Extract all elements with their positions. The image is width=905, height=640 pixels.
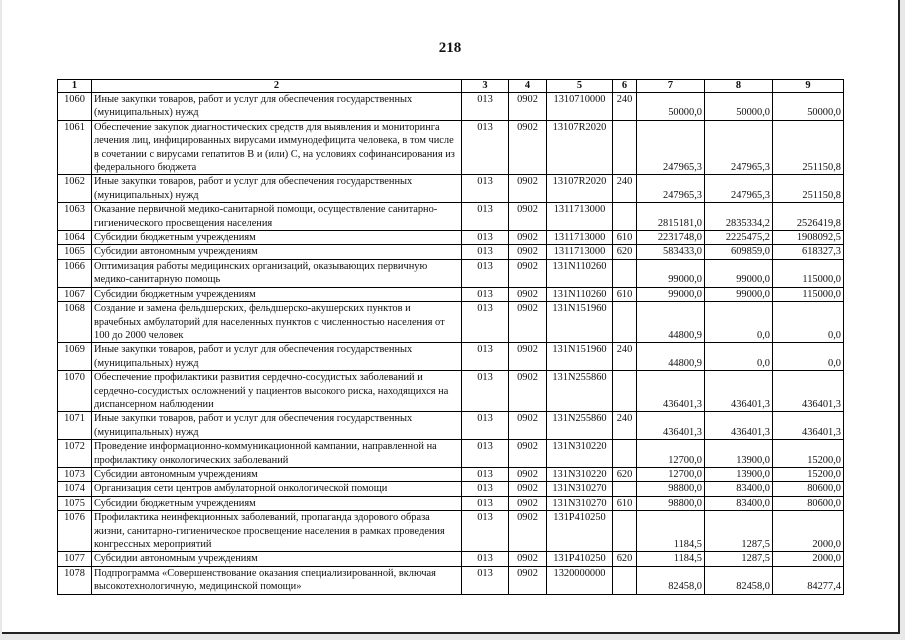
amount-year-1: 12700,0 [637,440,705,468]
expense-type-code [613,120,637,175]
amount-year-3: 2000,0 [773,511,844,552]
amount-year-1: 50000,0 [637,93,705,121]
row-name: Иные закупки товаров, работ и услуг для обеспечения государственных (муниципальных) нужд [92,412,462,440]
table-body [58,93,844,595]
section-code: 0902 [509,496,547,510]
row-name: Профилактика неинфекционных заболеваний, пропаганда здорового образа жизни, санитарно-гигиеническое просвещение населения в рамках проведения конгрессных мероприятий [92,511,462,552]
amount-year-2: 0,0 [705,343,773,371]
section-code: 0902 [509,302,547,343]
table-row [58,412,844,440]
amount-year-2: 1287,5 [705,552,773,566]
amount-year-1: 247965,3 [637,175,705,203]
ministry-code: 013 [462,566,509,594]
amount-year-2: 2835334,2 [705,203,773,231]
amount-year-2: 436401,3 [705,412,773,440]
ministry-code: 013 [462,552,509,566]
table-row [58,343,844,371]
row-name: Субсидии автономным учреждениям [92,245,462,259]
amount-year-3: 80600,0 [773,496,844,510]
amount-year-1: 98800,0 [637,482,705,496]
target-article-code: 131N310270 [547,482,613,496]
amount-year-3: 436401,3 [773,412,844,440]
table-row [58,175,844,203]
section-code: 0902 [509,440,547,468]
amount-year-2: 83400,0 [705,496,773,510]
table-row [58,245,844,259]
ministry-code: 013 [462,511,509,552]
expense-type-code: 620 [613,467,637,481]
amount-year-2: 50000,0 [705,93,773,121]
expense-type-code: 240 [613,412,637,440]
column-header: 8 [705,80,773,93]
amount-year-1: 436401,3 [637,412,705,440]
expense-type-code [613,482,637,496]
row-number: 1074 [58,482,92,496]
ministry-code: 013 [462,175,509,203]
row-number: 1067 [58,287,92,301]
target-article-code: 1320000000 [547,566,613,594]
amount-year-1: 247965,3 [637,120,705,175]
section-code: 0902 [509,120,547,175]
amount-year-3: 115000,0 [773,259,844,287]
row-name: Организация сети центров амбулаторной онкологической помощи [92,482,462,496]
table-row [58,440,844,468]
table-row [58,93,844,121]
section-code: 0902 [509,371,547,412]
amount-year-3: 618327,3 [773,245,844,259]
row-number: 1064 [58,231,92,245]
amount-year-2: 609859,0 [705,245,773,259]
amount-year-1: 2231748,0 [637,231,705,245]
column-header: 7 [637,80,705,93]
section-code: 0902 [509,511,547,552]
expense-type-code: 240 [613,175,637,203]
ministry-code: 013 [462,245,509,259]
row-name: Иные закупки товаров, работ и услуг для обеспечения государственных (муниципальных) нужд [92,343,462,371]
amount-year-3: 0,0 [773,302,844,343]
table-row [58,566,844,594]
row-name: Субсидии бюджетным учреждениям [92,496,462,510]
table-row [58,371,844,412]
row-number: 1077 [58,552,92,566]
table-row [58,287,844,301]
ministry-code: 013 [462,482,509,496]
section-code: 0902 [509,482,547,496]
section-code: 0902 [509,343,547,371]
section-code: 0902 [509,412,547,440]
ministry-code: 013 [462,203,509,231]
amount-year-1: 1184,5 [637,511,705,552]
table-row [58,552,844,566]
target-article-code: 1310710000 [547,93,613,121]
target-article-code: 13107R2020 [547,175,613,203]
target-article-code: 131P410250 [547,552,613,566]
amount-year-1: 99000,0 [637,287,705,301]
amount-year-2: 2225475,2 [705,231,773,245]
amount-year-2: 99000,0 [705,259,773,287]
amount-year-2: 436401,3 [705,371,773,412]
expense-type-code: 610 [613,287,637,301]
section-code: 0902 [509,175,547,203]
amount-year-2: 83400,0 [705,482,773,496]
row-name: Обеспечение профилактики развития сердечно-сосудистых заболеваний и сердечно-сосудистых осложнений у пациентов высокого риска, находящихся на диспансерном наблюдении [92,371,462,412]
row-name: Иные закупки товаров, работ и услуг для обеспечения государственных (муниципальных) нужд [92,93,462,121]
ministry-code: 013 [462,496,509,510]
row-name: Проведение информационно-коммуникационной кампании, направленной на профилактику онкологических заболеваний [92,440,462,468]
amount-year-1: 99000,0 [637,259,705,287]
row-number: 1060 [58,93,92,121]
table-row [58,511,844,552]
table-row [58,482,844,496]
expense-type-code: 610 [613,231,637,245]
row-number: 1066 [58,259,92,287]
section-code: 0902 [509,203,547,231]
expense-type-code: 620 [613,552,637,566]
section-code: 0902 [509,245,547,259]
table-row [58,496,844,510]
ministry-code: 013 [462,120,509,175]
target-article-code: 131N151960 [547,302,613,343]
table-row [58,467,844,481]
ministry-code: 013 [462,371,509,412]
column-header: 5 [547,80,613,93]
ministry-code: 013 [462,467,509,481]
amount-year-2: 13900,0 [705,467,773,481]
amount-year-1: 2815181,0 [637,203,705,231]
row-name: Подпрограмма «Совершенствование оказания специализированной, включая высокотехнологичную, медицинской помощи» [92,566,462,594]
target-article-code: 1311713000 [547,245,613,259]
ministry-code: 013 [462,302,509,343]
target-article-code: 131N110260 [547,287,613,301]
ministry-code: 013 [462,412,509,440]
ministry-code: 013 [462,93,509,121]
table-row [58,203,844,231]
section-code: 0902 [509,552,547,566]
column-header: 4 [509,80,547,93]
row-number: 1078 [58,566,92,594]
row-number: 1062 [58,175,92,203]
row-name: Создание и замена фельдшерских, фельдшерско-акушерских пунктов и врачебных амбулаторий для населенных пунктов с численностью населения от 100 до 2000 человек [92,302,462,343]
amount-year-2: 82458,0 [705,566,773,594]
table-row [58,259,844,287]
expense-type-code: 610 [613,496,637,510]
amount-year-3: 84277,4 [773,566,844,594]
expense-type-code [613,259,637,287]
row-number: 1071 [58,412,92,440]
expense-type-code [613,440,637,468]
target-article-code: 131N255860 [547,371,613,412]
column-header: 3 [462,80,509,93]
target-article-code: 131N255860 [547,412,613,440]
expense-type-code: 240 [613,93,637,121]
amount-year-3: 1908092,5 [773,231,844,245]
row-name: Субсидии автономным учреждениям [92,552,462,566]
ministry-code: 013 [462,343,509,371]
row-name: Субсидии автономным учреждениям [92,467,462,481]
row-number: 1076 [58,511,92,552]
amount-year-3: 436401,3 [773,371,844,412]
amount-year-2: 0,0 [705,302,773,343]
section-code: 0902 [509,259,547,287]
section-code: 0902 [509,467,547,481]
row-name: Субсидии бюджетным учреждениям [92,287,462,301]
amount-year-2: 13900,0 [705,440,773,468]
amount-year-3: 80600,0 [773,482,844,496]
amount-year-1: 44800,9 [637,343,705,371]
column-header: 6 [613,80,637,93]
target-article-code: 1311713000 [547,231,613,245]
amount-year-2: 247965,3 [705,175,773,203]
ministry-code: 013 [462,440,509,468]
section-code: 0902 [509,93,547,121]
row-name: Оптимизация работы медицинских организаций, оказывающих первичную медико-санитарную помощь [92,259,462,287]
amount-year-1: 82458,0 [637,566,705,594]
table-row [58,302,844,343]
row-number: 1068 [58,302,92,343]
target-article-code: 131N310220 [547,440,613,468]
expense-type-code [613,371,637,412]
row-name: Иные закупки товаров, работ и услуг для обеспечения государственных (муниципальных) нужд [92,175,462,203]
row-number: 1063 [58,203,92,231]
amount-year-1: 583433,0 [637,245,705,259]
row-name: Оказание первичной медико-санитарной помощи, осуществление санитарно-гигиенического просвещения населения [92,203,462,231]
table-header-row [58,80,844,93]
amount-year-3: 50000,0 [773,93,844,121]
amount-year-2: 99000,0 [705,287,773,301]
target-article-code: 131N310270 [547,496,613,510]
ministry-code: 013 [462,287,509,301]
budget-table [57,79,844,595]
document-page [2,0,900,634]
target-article-code: 131N151960 [547,343,613,371]
row-number: 1072 [58,440,92,468]
row-number: 1073 [58,467,92,481]
row-number: 1069 [58,343,92,371]
amount-year-3: 0,0 [773,343,844,371]
amount-year-2: 1287,5 [705,511,773,552]
target-article-code: 131N310220 [547,467,613,481]
section-code: 0902 [509,231,547,245]
ministry-code: 013 [462,231,509,245]
amount-year-3: 115000,0 [773,287,844,301]
column-header: 1 [58,80,92,93]
row-number: 1065 [58,245,92,259]
row-number: 1061 [58,120,92,175]
expense-type-code: 620 [613,245,637,259]
target-article-code: 131P410250 [547,511,613,552]
amount-year-1: 12700,0 [637,467,705,481]
row-name: Субсидии бюджетным учреждениям [92,231,462,245]
section-code: 0902 [509,566,547,594]
amount-year-1: 1184,5 [637,552,705,566]
table-row [58,120,844,175]
amount-year-3: 2526419,8 [773,203,844,231]
amount-year-3: 251150,8 [773,120,844,175]
target-article-code: 131N110260 [547,259,613,287]
column-header: 9 [773,80,844,93]
table-row [58,231,844,245]
expense-type-code [613,203,637,231]
expense-type-code [613,566,637,594]
row-name: Обеспечение закупок диагностических средств для выявления и мониторинга лечения лиц, инфицированных вирусами иммунодефицита человека, в том числе в сочетании с вирусами гепатитов В и (или) С, на условиях софинансирования из федерального бюджета [92,120,462,175]
amount-year-1: 98800,0 [637,496,705,510]
amount-year-3: 2000,0 [773,552,844,566]
row-number: 1075 [58,496,92,510]
expense-type-code [613,511,637,552]
target-article-code: 13107R2020 [547,120,613,175]
expense-type-code [613,302,637,343]
target-article-code: 1311713000 [547,203,613,231]
section-code: 0902 [509,287,547,301]
amount-year-3: 15200,0 [773,467,844,481]
amount-year-1: 44800,9 [637,302,705,343]
row-number: 1070 [58,371,92,412]
page-number: 218 [438,40,462,56]
amount-year-1: 436401,3 [637,371,705,412]
amount-year-3: 251150,8 [773,175,844,203]
amount-year-3: 15200,0 [773,440,844,468]
ministry-code: 013 [462,259,509,287]
amount-year-2: 247965,3 [705,120,773,175]
column-header: 2 [92,80,462,93]
expense-type-code: 240 [613,343,637,371]
